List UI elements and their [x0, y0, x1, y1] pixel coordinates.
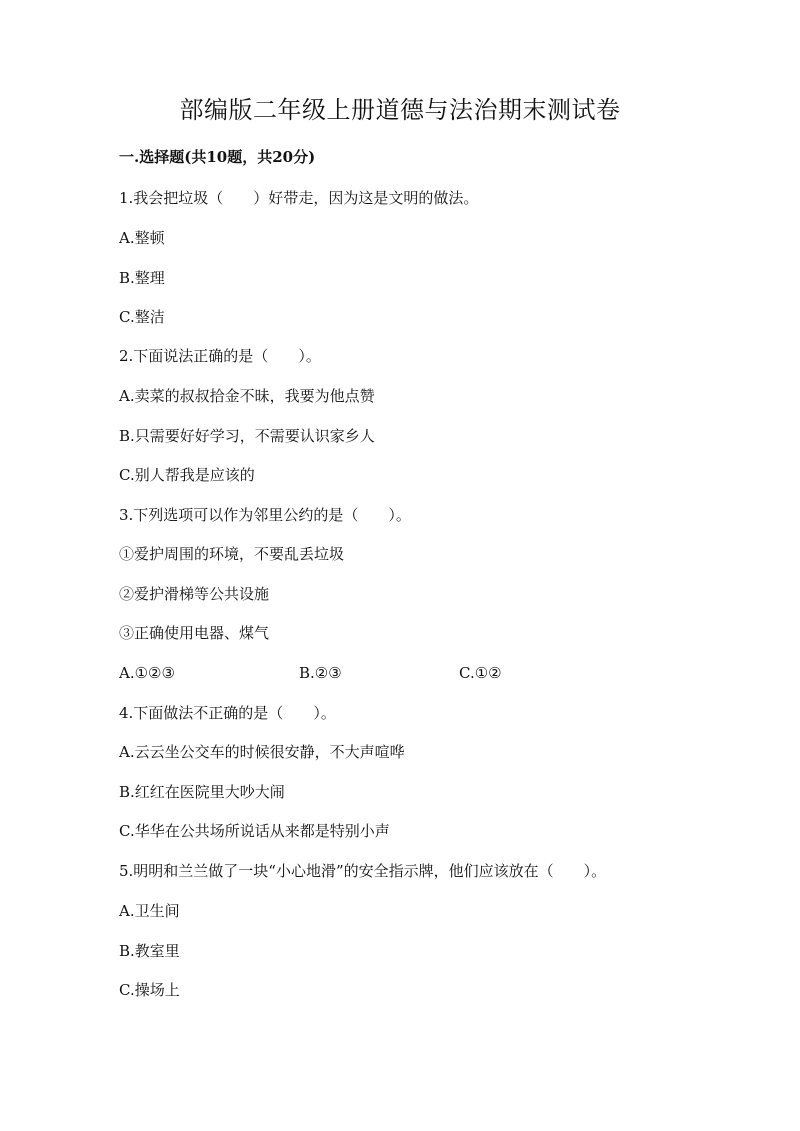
question-2-option-a: A.卖菜的叔叔拾金不昧，我要为他点赞: [119, 387, 375, 405]
question-3-option-a: A.①②③: [119, 664, 175, 682]
question-2-option-b: B.只需要好好学习，不需要认识家乡人: [119, 427, 375, 445]
question-1-option-b: B.整理: [119, 269, 165, 287]
page-title: 部编版二年级上册道德与法治期末测试卷: [179, 96, 621, 124]
question-3-option-b: B.②③: [299, 664, 342, 682]
question-3-option-c: C.①②: [459, 664, 502, 682]
question-3-statement-2: ②爱护滑梯等公共设施: [119, 585, 270, 603]
question-2-option-c: C.别人帮我是应该的: [119, 466, 255, 484]
question-5-option-a: A.卫生间: [119, 902, 180, 920]
question-2-stem: 2.下面说法正确的是（ ）。: [119, 347, 321, 365]
question-4-option-b: B.红红在医院里大吵大闹: [119, 783, 285, 801]
question-1-option-c: C.整洁: [119, 308, 165, 326]
question-3-options: [119, 662, 719, 684]
question-3-statement-3: ③正确使用电器、煤气: [119, 624, 270, 642]
question-3-stem: 3.下列选项可以作为邻里公约的是（ ）。: [119, 506, 411, 524]
question-5-option-b: B.教室里: [119, 942, 180, 960]
section-heading: 一.选择题(共10题，共20分): [119, 148, 316, 166]
question-1-option-a: A.整顿: [119, 229, 165, 247]
question-3-statement-1: ①爱护周围的环境，不要乱丢垃圾: [119, 545, 345, 563]
question-4-option-c: C.华华在公共场所说话从来都是特别小声: [119, 822, 390, 840]
question-1-stem: 1.我会把垃圾（ ）好带走，因为这是文明的做法。: [119, 189, 479, 207]
question-4-option-a: A.云云坐公交车的时候很安静，不大声喧哗: [119, 743, 405, 761]
question-5-option-c: C.操场上: [119, 981, 180, 999]
question-4-stem: 4.下面做法不正确的是（ ）。: [119, 704, 336, 722]
question-5-stem: 5.明明和兰兰做了一块“小心地滑”的安全指示牌，他们应该放在（ ）。: [119, 862, 607, 880]
